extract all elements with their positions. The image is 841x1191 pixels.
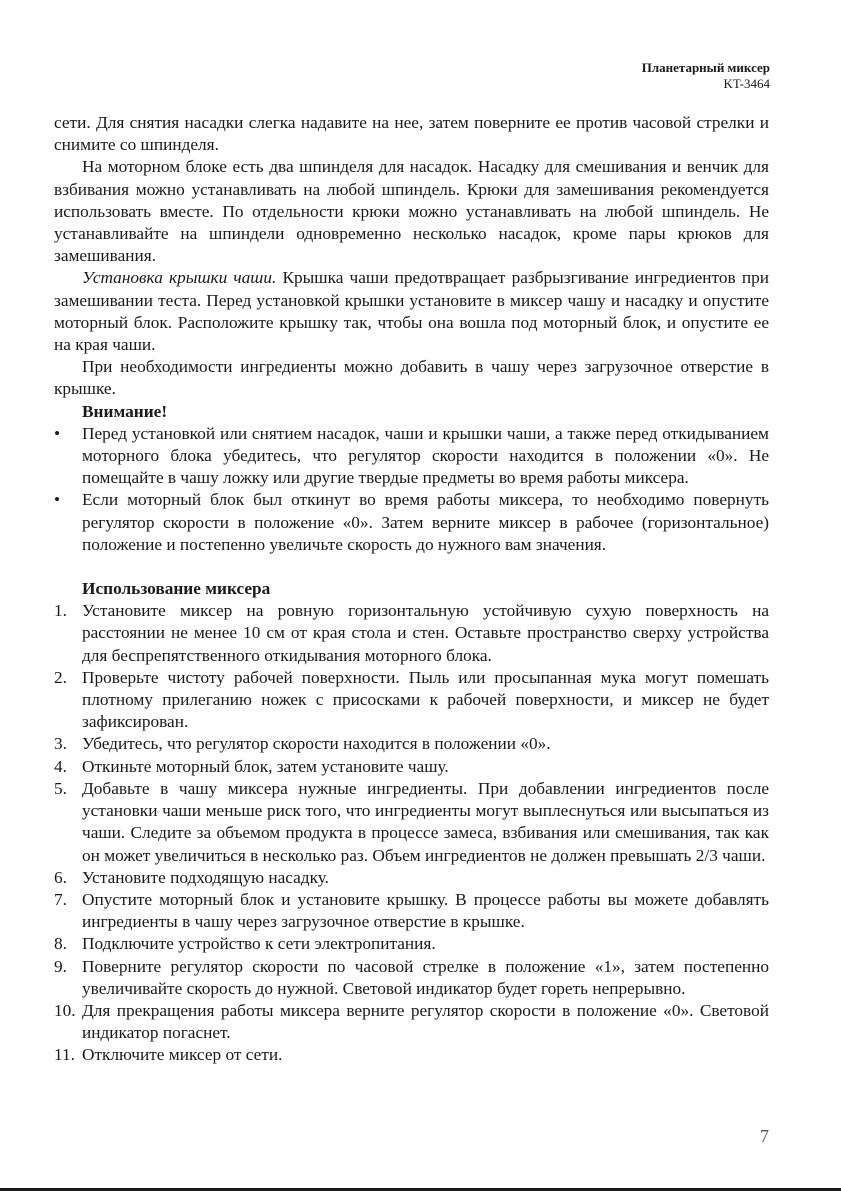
step-number: 1. [54, 601, 67, 621]
step-text: Убедитесь, что регулятор скорости находится в положении «0». [82, 734, 551, 754]
step-number: 4. [54, 756, 67, 776]
step-text: Для прекращения работы миксера верните регулятор скорости в положение «0». Световой индикатор погаснет. [82, 1000, 769, 1043]
warning-item-text: Перед установкой или снятием насадок, чаши и крышки чаши, а также перед откидыванием моторного блока убедитесь, что регулятор скорости находится в положении «0». Не помещайте в чашу ложку или другие твердые предметы во время работы миксера. [82, 423, 769, 488]
usage-heading: Использование миксера [82, 579, 271, 599]
bowl-lid-text: Крышка чаши предотвращает разбрызгивание ингредиентов при замешивании теста. Перед установкой крышки установите в миксер чашу и насадку и опустите моторный блок. Расположите крышку так, чтобы она вошла под моторный блок, и опустите ее на края чаши. [54, 268, 769, 355]
usage-step [54, 667, 769, 734]
warning-item [54, 423, 769, 490]
step-text: Отключите миксер от сети. [82, 1045, 283, 1065]
warning-item [54, 489, 769, 556]
page-number: 7 [760, 1126, 769, 1146]
step-text: Подключите устройство к сети электропитания. [82, 934, 436, 954]
bowl-lid-heading: Установка крышки чаши. [82, 268, 277, 288]
instructions-body [54, 112, 769, 1067]
bullet-marker: • [54, 490, 61, 510]
paragraph-bowl-lid [54, 267, 769, 356]
product-name: Планетарный миксер [641, 60, 770, 75]
usage-step [54, 1044, 769, 1066]
step-text: Установите миксер на ровную горизонтальную устойчивую сухую поверхность на расстоянии не менее 10 см от края стола и стен. Оставьте пространство сверху устройства для беспрепятственного откидывания моторного блока. [82, 601, 769, 665]
step-text: Добавьте в чашу миксера нужные ингредиенты. При добавлении ингредиентов после установки чаши меньше риск того, что ингредиенты могут выплеснуться или высыпаться из чаши. Следите за объемом продукта в процессе замеса, взбивания или смешивания, так как он может увеличиться в несколько раз. Объем ингредиентов не должен превышать 2/3 чаши. [82, 778, 769, 865]
paragraph-detach-attachment: сети. Для снятия насадки слегка надавите на нее, затем поверните ее против часовой стрелки и снимите со шпинделя. [54, 113, 769, 155]
paragraph-spindles: На моторном блоке есть два шпинделя для насадок. Насадку для смешивания и венчик для взбивания можно устанавливать на любой шпиндель. Крюки для замешивания рекомендуется использовать вместе. По отдельности крюки можно устанавливать на любой шпиндель. Не устанавливайте на шпиндели одновременно несколько насадок, кроме пары крюков для замешивания. [54, 157, 769, 266]
usage-step [54, 1000, 769, 1044]
page-header [642, 60, 770, 92]
usage-step [54, 956, 769, 1000]
step-text: Опустите моторный блок и установите крышку. В процессе работы вы можете добавлять ингредиенты в чашу через загрузочное отверстие в крышке. [82, 889, 769, 932]
usage-step [54, 889, 769, 933]
usage-step [54, 933, 769, 955]
warning-heading: Внимание! [82, 401, 168, 421]
step-number: 6. [54, 867, 67, 887]
paragraph-add-ingredients: При необходимости ингредиенты можно добавить в чашу через загрузочное отверстие в крышке. [54, 357, 769, 399]
step-number: 7. [54, 889, 67, 909]
step-text: Откиньте моторный блок, затем установите чашу. [82, 756, 449, 776]
model-code: KT-3464 [723, 76, 770, 91]
usage-step [54, 600, 769, 667]
usage-step [54, 778, 769, 867]
warning-list [54, 423, 769, 556]
step-number: 8. [54, 934, 67, 954]
step-text: Поверните регулятор скорости по часовой стрелке в положение «1», затем постепенно увеличивайте скорость до нужной. Световой индикатор будет гореть непрерывно. [82, 956, 769, 998]
step-number: 3. [54, 734, 67, 754]
step-number: 10. [54, 1000, 76, 1020]
step-number: 11. [54, 1045, 75, 1065]
usage-steps-list [54, 600, 769, 1066]
step-text: Установите подходящую насадку. [82, 867, 329, 887]
usage-step [54, 733, 769, 755]
usage-step [54, 867, 769, 889]
step-text: Проверьте чистоту рабочей поверхности. Пыль или просыпанная мука могут помешать плотному прилеганию ножек с присосками к рабочей поверхности, и миксер не будет зафиксирован. [82, 667, 769, 732]
warning-item-text: Если моторный блок был откинут во время работы миксера, то необходимо повернуть регулятор скорости в положение «0». Затем верните миксер в рабочее (горизонтальное) положение и постепенно увеличьте скорость до нужного вам значения. [82, 490, 769, 554]
usage-step [54, 756, 769, 778]
section-spacer [54, 556, 769, 578]
step-number: 5. [54, 778, 67, 798]
bullet-marker: • [54, 423, 61, 443]
step-number: 9. [54, 956, 67, 976]
step-number: 2. [54, 667, 67, 687]
